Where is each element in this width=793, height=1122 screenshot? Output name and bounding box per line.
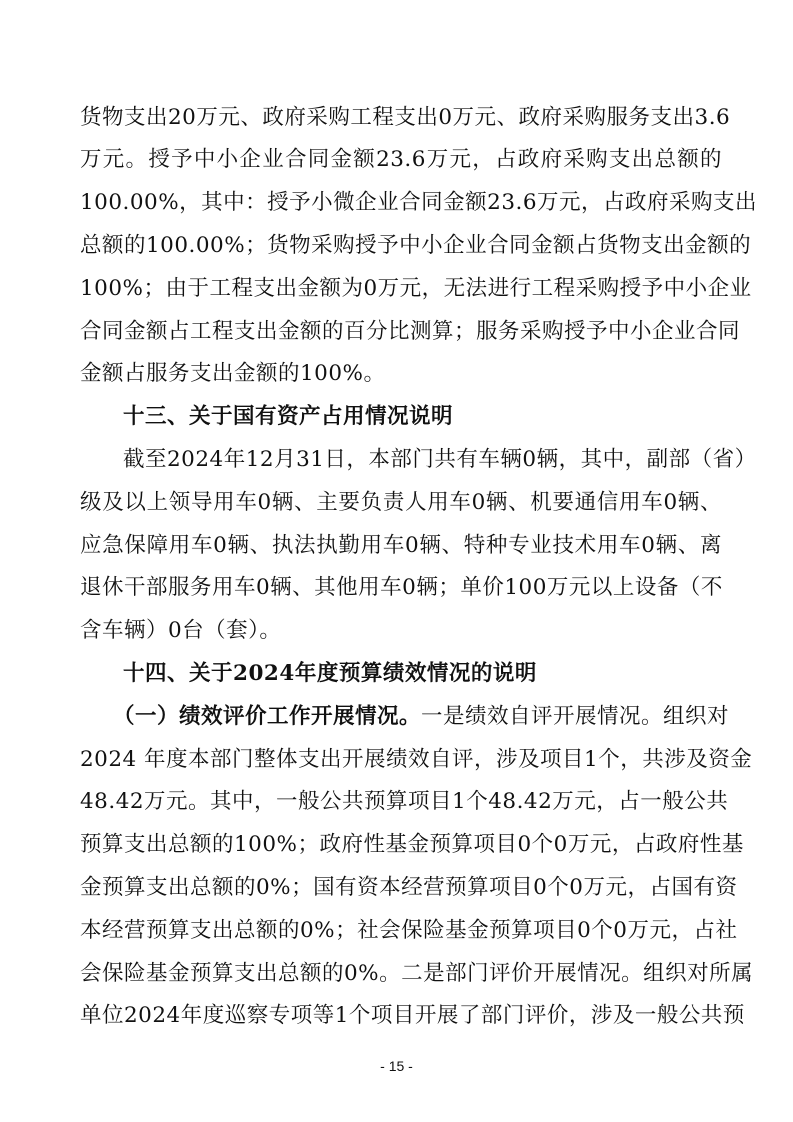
paragraph-line: 货物支出20万元、政府采购工程支出0万元、政府采购服务支出3.6 <box>80 104 731 130</box>
paragraph-line: 退休干部服务用车0辆、其他用车0辆；单价100万元以上设备（不 <box>80 575 723 601</box>
paragraph-line: 应急保障用车0辆、执法执勤用车0辆、特种专业技术用车0辆、离 <box>80 532 722 558</box>
paragraph-line: 金预算支出总额的0%；国有资本经营预算项目0个0万元，占国有资 <box>80 875 738 900</box>
paragraph-line: 会保险基金预算支出总额的0%。二是部门评价开展情况。组织对所属 <box>80 960 754 986</box>
paragraph-line: 金额占服务支出金额的100%。 <box>80 361 386 387</box>
paragraph-line: 含车辆）0台（套）。 <box>80 618 282 644</box>
paragraph-line: 级及以上领导用车0辆、主要负责人用车0辆、机要通信用车0辆、 <box>80 489 722 515</box>
paragraph-line: 预算支出总额的100%；政府性基金预算项目0个0万元，占政府性基 <box>80 832 744 858</box>
paragraph-line: 2024 年度本部门整体支出开展绩效自评，涉及项目1个，共涉及资金 <box>80 746 753 772</box>
paragraph-text: 一是绩效自评开展情况。组织对 <box>421 703 730 729</box>
paragraph-line: 截至2024年12月31日，本部门共有车辆0辆，其中，副部（省） <box>123 447 757 472</box>
paragraph-line: 万元。授予中小企业合同金额23.6万元，占政府采购支出总额的 <box>80 147 722 173</box>
paragraph-line: 总额的100.00%；货物采购授予中小企业合同金额占货物支出金额的 <box>80 233 752 258</box>
paragraph-line: 单位2024年度巡察专项等1个项目开展了部门评价，涉及一般公共预 <box>80 1003 745 1029</box>
paragraph-line: 合同金额占工程支出金额的百分比测算；服务采购授予中小企业合同 <box>80 318 741 344</box>
subsection-heading: （一）绩效评价工作开展情况。 <box>113 703 422 729</box>
paragraph-line: 100.00%，其中：授予小微企业合同金额23.6万元，占政府采购支出 <box>80 190 758 216</box>
section-heading: 十三、关于国有资产占用情况说明 <box>123 404 454 430</box>
paragraph-line: 本经营预算支出总额的0%；社会保险基金预算项目0个0万元，占社 <box>80 917 738 943</box>
paragraph-line: 100%；由于工程支出金额为0万元，无法进行工程采购授予中小企业 <box>80 275 752 301</box>
section-heading: 十四、关于2024年度预算绩效情况的说明 <box>123 661 537 686</box>
paragraph-line: 48.42万元。其中，一般公共预算项目1个48.42万元，占一般公共 <box>80 789 729 815</box>
page-number: - 15 - <box>380 1058 413 1074</box>
paragraph-line <box>113 696 730 739</box>
